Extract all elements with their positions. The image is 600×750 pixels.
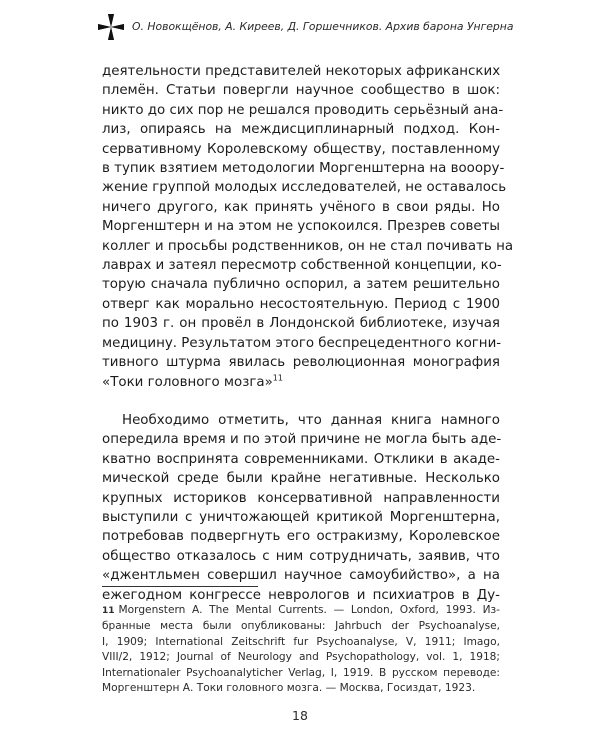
text-line: выступили с уничтожающей критикой Моргенштерна,	[102, 509, 500, 525]
text-line: в тупик взятием методологии Моргенштерна на вооору-	[102, 161, 505, 177]
footnote-line: бранные места были опубликованы: Jahrbuch der Psychoanalyse,	[102, 620, 500, 633]
text-line: лиз, опираясь на междисциплинарный подход. Кон-	[102, 122, 500, 138]
footnote-line: I, 1909; International Zeitschrift fur Psychoanalyse, V, 1911; Imago,	[102, 635, 500, 648]
page-number: 18	[292, 708, 308, 723]
text-line: Моргенштерн и на этом не успокоился. Презрев советы	[102, 219, 500, 235]
text-line: лаврах и затеял пересмотр собственной концепции, ко-	[102, 258, 502, 274]
text-line: жение группой молодых исследователей, не оставалось	[102, 180, 507, 196]
footnote-number: 11	[102, 606, 115, 616]
footnote	[102, 603, 500, 696]
text-line: племён. Статьи повергли научное сообщество в шок:	[102, 83, 500, 99]
text-line: кватно воспринята современниками. Отклики в акаде-	[102, 451, 500, 467]
text-line: медицину. Результатом этого беспрецедентного когни-	[102, 335, 502, 351]
footnote-reference[interactable]: 11	[272, 373, 283, 383]
text-line: опередила время и по этой причине не могла быть аде-	[102, 432, 502, 448]
footnote-line: Моргенштерн А. Токи головного мозга. — Москва, Госиздат, 1923.	[102, 682, 476, 695]
text-line: ничего другого, как принять учёного в свои ряды. Но	[102, 199, 500, 215]
text-line: крупных историков консервативной направленности	[102, 490, 500, 506]
text-line: деятельности представителей некоторых африканских	[102, 64, 501, 79]
footnote-line: VIII/2, 1912; Journal of Neurology and Psychopathology, vol. 1, 1918;	[102, 651, 500, 664]
text-line: потребовав подвергнуть его остракизму, Королевское	[102, 529, 500, 545]
text-line: по 1903 г. он провёл в Лондонской библиотеке, изучая	[102, 316, 500, 332]
text-line: общество отказалось с ним сотрудничать, заявив, что	[102, 548, 500, 564]
main-text	[102, 62, 514, 605]
text-line: тивного штурма явилась революционная монография	[102, 355, 500, 371]
text-line: мической среде были крайне негативные. Несколько	[102, 471, 500, 487]
monograph-title: «Токи головного мозга»	[102, 374, 273, 390]
text-line-last	[102, 373, 500, 392]
text-line: ежегодном конгрессе неврологов и психиатров в Ду-	[102, 587, 500, 603]
text-line: отверг как морально несостоятельную. Период с 1900	[102, 296, 500, 312]
footnote-line: Internationaler Psychoanalyticher Verlag, I, 1919. В русском переводе:	[102, 666, 500, 679]
paragraph-2	[102, 411, 500, 605]
paragraph-1	[102, 62, 514, 392]
text-line: торую сначала публично оспорил, а затем решительно	[102, 277, 500, 293]
running-head-title: О. Новокщёнов, А. Киреев, Д. Горшечников. Архив барона Унгерна	[132, 20, 514, 33]
text-line: коллег и просьбы родственников, он не стал почивать на	[102, 238, 514, 254]
cross-pattee-icon	[98, 14, 124, 40]
text-line-first: Необходимо отметить, что данная книга намного	[122, 412, 500, 428]
footnote-line: 11 Morgenstern A. The Mental Currents. — London, Oxford, 1993. Из-	[102, 604, 500, 616]
running-header	[98, 12, 528, 42]
footnote-divider	[102, 586, 258, 587]
text-line: «джентльмен совершил научное самоубийство», а на	[102, 568, 500, 584]
text-line: сервативному Королевскому обществу, поставленному	[102, 141, 500, 157]
text-line: никто до сих пор не решался проводить серьёзный ана-	[102, 102, 504, 118]
